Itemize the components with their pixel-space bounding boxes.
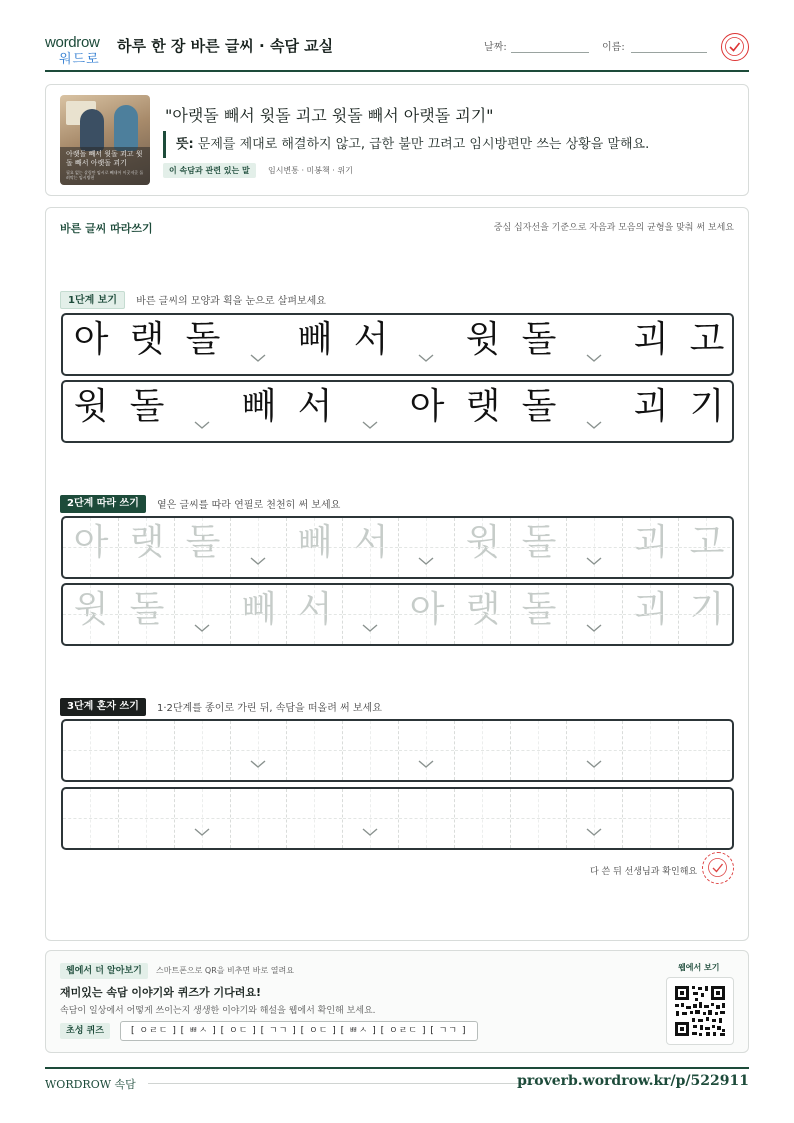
practice-character: 랫	[129, 319, 165, 360]
practice-character: 돌	[521, 319, 557, 360]
writing-cell[interactable]	[679, 721, 734, 780]
word-space-icon	[362, 419, 378, 431]
step-2-badge: 2단계 따라 쓰기	[60, 495, 146, 513]
writing-cell	[567, 315, 623, 374]
qr-code-icon[interactable]	[666, 977, 734, 1045]
proverb-text: "아랫돌 빼서 윗돌 괴고 윗돌 빼서 아랫돌 괴기"	[165, 106, 494, 125]
name-field[interactable]	[631, 52, 707, 53]
word-space-icon	[418, 352, 434, 364]
writing-cell	[175, 315, 231, 374]
qr-label: 웹에서 보기	[678, 963, 720, 972]
word-space-icon	[586, 352, 602, 364]
trace-row-2[interactable]	[61, 583, 734, 646]
writing-cell[interactable]	[63, 721, 119, 780]
writing-cell[interactable]	[343, 518, 399, 577]
writing-cell	[343, 315, 399, 374]
practice-character: 기	[689, 386, 725, 427]
writing-cell[interactable]	[399, 721, 455, 780]
step-1-desc: 바른 글씨의 모양과 획을 눈으로 살펴보세요	[136, 296, 326, 307]
practice-character: 괴	[633, 522, 669, 563]
writing-cell[interactable]	[679, 789, 734, 848]
writing-cell[interactable]	[679, 585, 734, 644]
free-row-2[interactable]	[61, 787, 734, 850]
web-badge: 웹에서 더 알아보기	[60, 963, 148, 979]
writing-cell[interactable]	[175, 789, 231, 848]
writing-cell[interactable]	[511, 518, 567, 577]
word-space-icon	[250, 758, 266, 770]
writing-cell	[455, 315, 511, 374]
page-title: 하루 한 장 바른 글씨 · 속담 교실	[117, 37, 334, 55]
writing-cell	[343, 382, 399, 441]
practice-character: 랫	[129, 522, 165, 563]
writing-cell[interactable]	[455, 721, 511, 780]
practice-character: 돌	[521, 386, 557, 427]
step-1	[60, 289, 326, 307]
word-space-icon	[586, 826, 602, 838]
writing-cell	[679, 382, 734, 441]
step-1-badge: 1단계 보기	[60, 291, 125, 309]
practice-character: 아	[409, 386, 445, 427]
proverb-card	[45, 84, 749, 196]
practice-character: 괴	[633, 589, 669, 630]
practice-character: 고	[689, 319, 725, 360]
word-space-icon	[586, 555, 602, 567]
writing-cell	[231, 315, 287, 374]
word-space-icon	[250, 352, 266, 364]
model-row-1	[61, 313, 734, 376]
writing-cell[interactable]	[287, 789, 343, 848]
writing-cell	[399, 315, 455, 374]
practice-character: 아	[73, 319, 109, 360]
writing-cell[interactable]	[231, 585, 287, 644]
writing-cell[interactable]	[287, 585, 343, 644]
practice-character: 랫	[465, 386, 501, 427]
writing-cell	[63, 382, 119, 441]
writing-cell[interactable]	[343, 585, 399, 644]
writing-cell[interactable]	[119, 789, 175, 848]
writing-cell[interactable]	[231, 721, 287, 780]
writing-cell	[455, 382, 511, 441]
practice-character: 아	[409, 589, 445, 630]
qr-scan-hint: 스마트폰으로 QR을 비추면 바로 열려요	[156, 966, 294, 975]
writing-cell[interactable]	[679, 518, 734, 577]
teacher-stamp-icon	[702, 852, 734, 884]
writing-cell[interactable]	[119, 585, 175, 644]
writing-cell[interactable]	[567, 721, 623, 780]
word-space-icon	[418, 555, 434, 567]
practice-character: 서	[297, 589, 333, 630]
free-row-1[interactable]	[61, 719, 734, 782]
meaning	[163, 131, 649, 158]
writing-cell[interactable]	[455, 585, 511, 644]
practice-character: 윗	[465, 522, 501, 563]
writing-cell	[287, 315, 343, 374]
web-subtext: 속담이 일상에서 어떻게 쓰이는지 생생한 이야기와 해설을 웹에서 확인해 보세요.	[60, 1006, 376, 1016]
practice-character: 돌	[129, 589, 165, 630]
writing-cell[interactable]	[287, 721, 343, 780]
practice-character: 서	[297, 386, 333, 427]
practice-character: 윗	[73, 386, 109, 427]
step-3-desc: 1·2단계를 종이로 가린 뒤, 속담을 떠올려 써 보세요	[156, 703, 382, 714]
practice-character: 돌	[521, 522, 557, 563]
writing-cell[interactable]	[399, 518, 455, 577]
meaning-text: 문제를 제대로 해결하지 않고, 급한 불만 끄려고 임시방편만 쓰는 상황을 말해요.	[197, 137, 650, 152]
practice-character: 랫	[465, 589, 501, 630]
practice-character: 괴	[633, 319, 669, 360]
practice-title: 바른 글씨 따라쓰기	[60, 222, 153, 235]
word-space-icon	[250, 555, 266, 567]
practice-character: 돌	[185, 522, 221, 563]
writing-cell[interactable]	[231, 789, 287, 848]
page-header	[45, 28, 749, 72]
trace-row-1[interactable]	[61, 516, 734, 579]
word-space-icon	[194, 622, 210, 634]
footer-rule	[148, 1083, 542, 1084]
practice-character: 윗	[73, 589, 109, 630]
word-space-icon	[194, 826, 210, 838]
writing-cell[interactable]	[623, 789, 679, 848]
writing-cell	[231, 382, 287, 441]
practice-character: 빼	[241, 386, 277, 427]
related-words: 임시변통 · 미봉책 · 위기	[268, 166, 353, 175]
writing-cell[interactable]	[399, 585, 455, 644]
practice-section	[45, 207, 749, 941]
writing-cell[interactable]	[343, 721, 399, 780]
practice-character: 빼	[241, 589, 277, 630]
writing-cell[interactable]	[455, 789, 511, 848]
writing-cell[interactable]	[511, 789, 567, 848]
writing-cell	[399, 382, 455, 441]
writing-cell[interactable]	[343, 789, 399, 848]
practice-character: 기	[689, 589, 725, 630]
writing-cell[interactable]	[455, 518, 511, 577]
praise-stamp-icon	[721, 33, 749, 61]
practice-character: 고	[689, 522, 725, 563]
practice-hint: 중심 십자선을 기준으로 자음과 모음의 균형을 맞춰 써 보세요	[493, 223, 734, 233]
writing-cell	[511, 315, 567, 374]
quiz-badge: 초성 퀴즈	[60, 1023, 110, 1039]
writing-cell	[679, 315, 734, 374]
name-label: 이름:	[602, 42, 625, 53]
writing-cell[interactable]	[175, 585, 231, 644]
writing-cell	[623, 315, 679, 374]
proverb-illustration	[60, 95, 150, 185]
illustration-caption: 아랫돌 빼서 윗돌 괴고 윗돌 빼서 아랫돌 괴기 필요 없는 살림만 임시로 빼내어 이곳저곳 돌려막는 임시방편	[60, 147, 150, 185]
footer-brand: WORDROW 속담	[45, 1078, 136, 1091]
chosung-quiz: [ ㅇㄹㄷ ] [ ㅃㅅ ] [ ㅇㄷ ] [ ㄱㄱ ] [ ㅇㄷ ] [ ㅃㅅ ] [ ㅇㄹㄷ ] [ ㄱㄱ ]	[120, 1021, 478, 1041]
writing-cell	[287, 382, 343, 441]
writing-cell[interactable]	[511, 585, 567, 644]
writing-cell[interactable]	[175, 721, 231, 780]
wordrow-logo	[45, 34, 109, 67]
writing-cell	[511, 382, 567, 441]
writing-cell[interactable]	[567, 585, 623, 644]
word-space-icon	[586, 758, 602, 770]
writing-cell	[63, 315, 119, 374]
footer-divider	[45, 1067, 749, 1069]
writing-cell[interactable]	[119, 721, 175, 780]
step-2-desc: 옅은 글씨를 따라 연필로 천천히 써 보세요	[156, 500, 341, 511]
writing-cell[interactable]	[567, 518, 623, 577]
practice-character: 빼	[297, 522, 333, 563]
practice-character: 서	[353, 319, 389, 360]
practice-character: 빼	[297, 319, 333, 360]
writing-cell[interactable]	[511, 721, 567, 780]
writing-cell	[567, 382, 623, 441]
date-label: 날짜:	[484, 42, 507, 53]
writing-cell[interactable]	[623, 518, 679, 577]
word-space-icon	[194, 419, 210, 431]
word-space-icon	[418, 758, 434, 770]
practice-character: 윗	[465, 319, 501, 360]
step-3	[60, 696, 382, 714]
meaning-label: 뜻:	[176, 137, 194, 152]
writing-cell[interactable]	[175, 518, 231, 577]
web-headline: 재미있는 속담 이야기와 퀴즈가 기다려요!	[60, 986, 261, 999]
step-3-badge: 3단계 혼자 쓰기	[60, 698, 146, 716]
writing-cell	[175, 382, 231, 441]
writing-cell	[119, 315, 175, 374]
writing-cell[interactable]	[623, 721, 679, 780]
word-space-icon	[586, 419, 602, 431]
writing-cell[interactable]	[231, 518, 287, 577]
writing-cell[interactable]	[119, 518, 175, 577]
word-space-icon	[362, 826, 378, 838]
writing-cell[interactable]	[63, 518, 119, 577]
writing-cell	[119, 382, 175, 441]
step-2	[60, 493, 340, 511]
writing-cell	[623, 382, 679, 441]
writing-cell[interactable]	[623, 585, 679, 644]
writing-cell[interactable]	[287, 518, 343, 577]
writing-cell[interactable]	[63, 789, 119, 848]
web-promo-box	[45, 950, 749, 1053]
practice-character: 아	[73, 522, 109, 563]
logo-korean: 워드로	[59, 52, 100, 67]
teacher-check-text: 다 쓴 뒤 선생님과 확인해요	[590, 867, 698, 877]
practice-character: 괴	[633, 386, 669, 427]
practice-character: 돌	[129, 386, 165, 427]
date-field[interactable]	[511, 52, 589, 53]
word-space-icon	[586, 622, 602, 634]
practice-character: 돌	[521, 589, 557, 630]
word-space-icon	[362, 622, 378, 634]
related-badge: 이 속담과 관련 있는 말	[163, 163, 256, 178]
writing-cell[interactable]	[63, 585, 119, 644]
writing-cell[interactable]	[399, 789, 455, 848]
practice-character: 돌	[185, 319, 221, 360]
practice-character: 서	[353, 522, 389, 563]
logo-wordmark: wordrow	[45, 34, 100, 51]
model-row-2	[61, 380, 734, 443]
footer-url[interactable]: proverb.wordrow.kr/p/522911	[517, 1073, 749, 1089]
writing-cell[interactable]	[567, 789, 623, 848]
